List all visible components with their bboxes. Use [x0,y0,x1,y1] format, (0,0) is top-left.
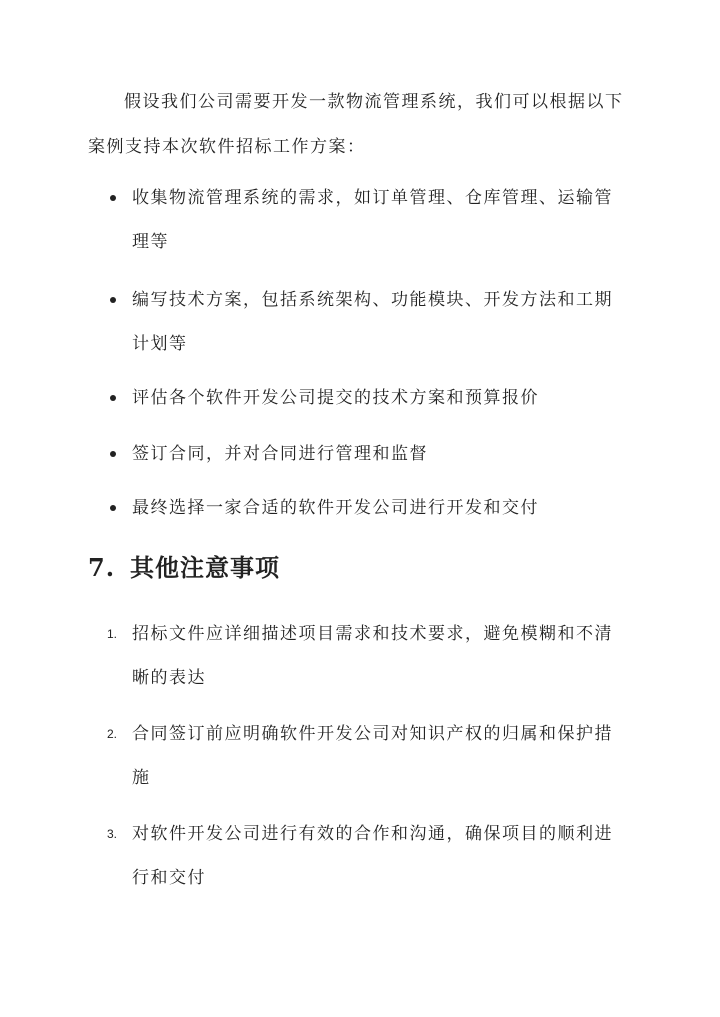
section-heading [88,548,280,588]
bullet-item [132,486,622,530]
intro-paragraph: 假设我们公司需要开发一款物流管理系统，我们可以根据以下案例支持本次软件招标工作方案： [88,92,624,157]
numbered-item-marker: 1. [107,627,118,641]
bullet-dot-icon [110,505,116,511]
bullet-item-text: 签订合同，并对合同进行管理和监督 [132,444,428,464]
section-title: 其他注意事项 [130,553,280,582]
section-number: 7. [88,553,116,582]
numbered-item-marker: 3. [107,827,118,841]
numbered-item [107,612,622,700]
numbered-item-text: 招标文件应详细描述项目需求和技术要求，避免模糊和不清晰的表达 [132,624,613,688]
bullet-item-text: 最终选择一家合适的软件开发公司进行开发和交付 [132,498,539,518]
bullet-item-text: 评估各个软件开发公司提交的技术方案和预算报价 [132,388,539,408]
numbered-item-marker: 2. [107,727,118,741]
bullet-dot-icon [110,297,116,303]
bullet-item [132,432,622,476]
bullet-item-text: 编写技术方案，包括系统架构、功能模块、开发方法和工期计划等 [132,290,613,354]
numbered-item [107,712,622,800]
bullet-dot-icon [110,395,116,401]
bullet-item [132,278,622,366]
numbered-item [107,812,622,900]
bullet-dot-icon [110,451,116,457]
bullet-item [132,176,622,264]
bullet-item [132,376,622,420]
numbered-item-text: 合同签订前应明确软件开发公司对知识产权的归属和保护措施 [132,724,613,788]
bullet-dot-icon [110,195,116,201]
numbered-item-text: 对软件开发公司进行有效的合作和沟通，确保项目的顺利进行和交付 [132,824,613,888]
bullet-item-text: 收集物流管理系统的需求，如订单管理、仓库管理、运输管理等 [132,188,613,252]
